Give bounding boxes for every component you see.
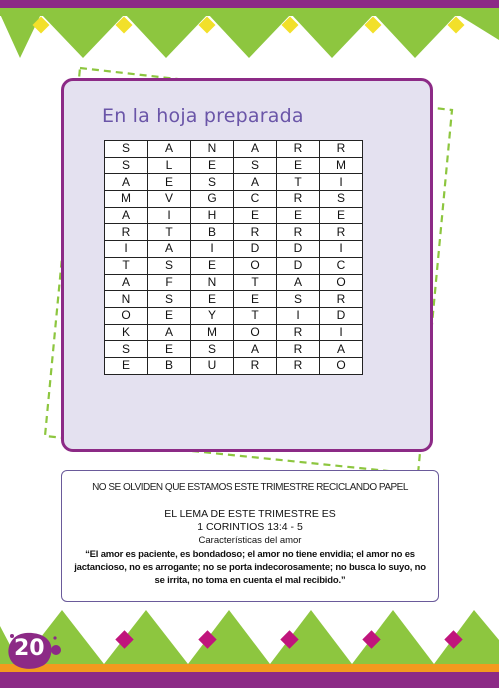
info-box [61, 470, 439, 602]
page-number: 20 [14, 636, 45, 661]
grid-cell: S [105, 157, 148, 174]
grid-cell: R [320, 291, 363, 308]
grid-cell: A [105, 207, 148, 224]
lema-heading: EL LEMA DE ESTE TRIMESTRE ES [164, 508, 336, 520]
grid-cell: S [191, 341, 234, 358]
grid-cell: A [105, 174, 148, 191]
grid-cell: I [148, 207, 191, 224]
grid-cell: C [320, 257, 363, 274]
grid-row [105, 191, 363, 208]
grid-cell: G [191, 191, 234, 208]
grid-cell: F [148, 274, 191, 291]
grid-cell: E [277, 207, 320, 224]
grid-cell: T [234, 307, 277, 324]
grid-row [105, 307, 363, 324]
grid-cell: E [234, 291, 277, 308]
grid-row [105, 341, 363, 358]
grid-cell: A [277, 274, 320, 291]
grid-cell: N [191, 274, 234, 291]
grid-cell: S [277, 291, 320, 308]
grid-cell: E [191, 291, 234, 308]
grid-cell: B [148, 357, 191, 374]
grid-cell: D [234, 241, 277, 258]
grid-cell: R [320, 224, 363, 241]
grid-cell: R [277, 357, 320, 374]
grid-cell: S [105, 341, 148, 358]
word-search-grid [104, 140, 363, 375]
grid-cell: H [191, 207, 234, 224]
grid-cell: S [105, 141, 148, 158]
grid-cell: S [191, 174, 234, 191]
grid-row [105, 357, 363, 374]
grid-cell: A [234, 174, 277, 191]
grid-cell: R [320, 141, 363, 158]
grid-cell: A [234, 341, 277, 358]
grid-cell: R [277, 224, 320, 241]
grid-cell: O [105, 307, 148, 324]
grid-row [105, 141, 363, 158]
top-decorative-band [0, 0, 499, 60]
grid-cell: O [320, 357, 363, 374]
grid-row [105, 224, 363, 241]
grid-cell: B [191, 224, 234, 241]
grid-cell: D [277, 257, 320, 274]
grid-cell: T [234, 274, 277, 291]
grid-cell: A [320, 341, 363, 358]
bible-quote: “El amor es paciente, es bondadoso; el amor no tiene envidia; el amor no es jactancioso, no es arrogante; no se porta indecorosamente; no busca lo suyo, no se irrita, no toma en cuenta el mal recibido.” [74, 549, 426, 586]
grid-cell: E [320, 207, 363, 224]
grid-cell: T [277, 174, 320, 191]
grid-cell: C [234, 191, 277, 208]
panel-title: En la hoja preparada [102, 105, 304, 127]
grid-cell: N [191, 141, 234, 158]
grid-cell: V [148, 191, 191, 208]
grid-cell: E [148, 307, 191, 324]
grid-cell: R [234, 357, 277, 374]
grid-cell: S [148, 291, 191, 308]
grid-row [105, 257, 363, 274]
grid-cell: A [148, 324, 191, 341]
grid-cell: I [191, 241, 234, 258]
grid-row [105, 241, 363, 258]
grid-cell: R [277, 191, 320, 208]
grid-cell: A [148, 241, 191, 258]
grid-cell: A [234, 141, 277, 158]
grid-cell: Y [191, 307, 234, 324]
word-search-panel [61, 78, 433, 452]
grid-cell: U [191, 357, 234, 374]
grid-cell: R [277, 341, 320, 358]
grid-cell: E [105, 357, 148, 374]
grid-row [105, 291, 363, 308]
grid-cell: L [148, 157, 191, 174]
recycling-notice: NO SE OLVIDEN QUE ESTAMOS ESTE TRIMESTRE RECICLANDO PAPEL [92, 482, 408, 493]
grid-cell: I [105, 241, 148, 258]
grid-cell: S [234, 157, 277, 174]
grid-cell: T [148, 224, 191, 241]
grid-cell: R [105, 224, 148, 241]
grid-cell: D [277, 241, 320, 258]
grid-cell: M [191, 324, 234, 341]
grid-row [105, 324, 363, 341]
grid-cell: I [320, 324, 363, 341]
grid-row [105, 207, 363, 224]
grid-cell: O [320, 274, 363, 291]
grid-cell: M [105, 191, 148, 208]
grid-cell: E [191, 257, 234, 274]
grid-cell: O [234, 324, 277, 341]
grid-cell: S [148, 257, 191, 274]
grid-cell: A [148, 141, 191, 158]
grid-cell: E [191, 157, 234, 174]
grid-cell: E [277, 157, 320, 174]
grid-cell: E [234, 207, 277, 224]
grid-cell: E [148, 341, 191, 358]
love-characteristics-subtitle: Características del amor [198, 535, 302, 546]
grid-cell: E [148, 174, 191, 191]
grid-cell: I [277, 307, 320, 324]
grid-cell: I [320, 241, 363, 258]
grid-cell: O [234, 257, 277, 274]
grid-cell: R [234, 224, 277, 241]
grid-row [105, 157, 363, 174]
grid-cell: M [320, 157, 363, 174]
grid-cell: I [320, 174, 363, 191]
grid-cell: S [320, 191, 363, 208]
grid-cell: D [320, 307, 363, 324]
grid-row [105, 274, 363, 291]
grid-cell: R [277, 141, 320, 158]
bottom-decorative-band [0, 600, 499, 688]
grid-cell: N [105, 291, 148, 308]
grid-cell: T [105, 257, 148, 274]
grid-cell: A [105, 274, 148, 291]
grid-cell: R [277, 324, 320, 341]
bible-reference: 1 CORINTIOS 13:4 - 5 [197, 521, 303, 533]
grid-row [105, 174, 363, 191]
grid-cell: K [105, 324, 148, 341]
